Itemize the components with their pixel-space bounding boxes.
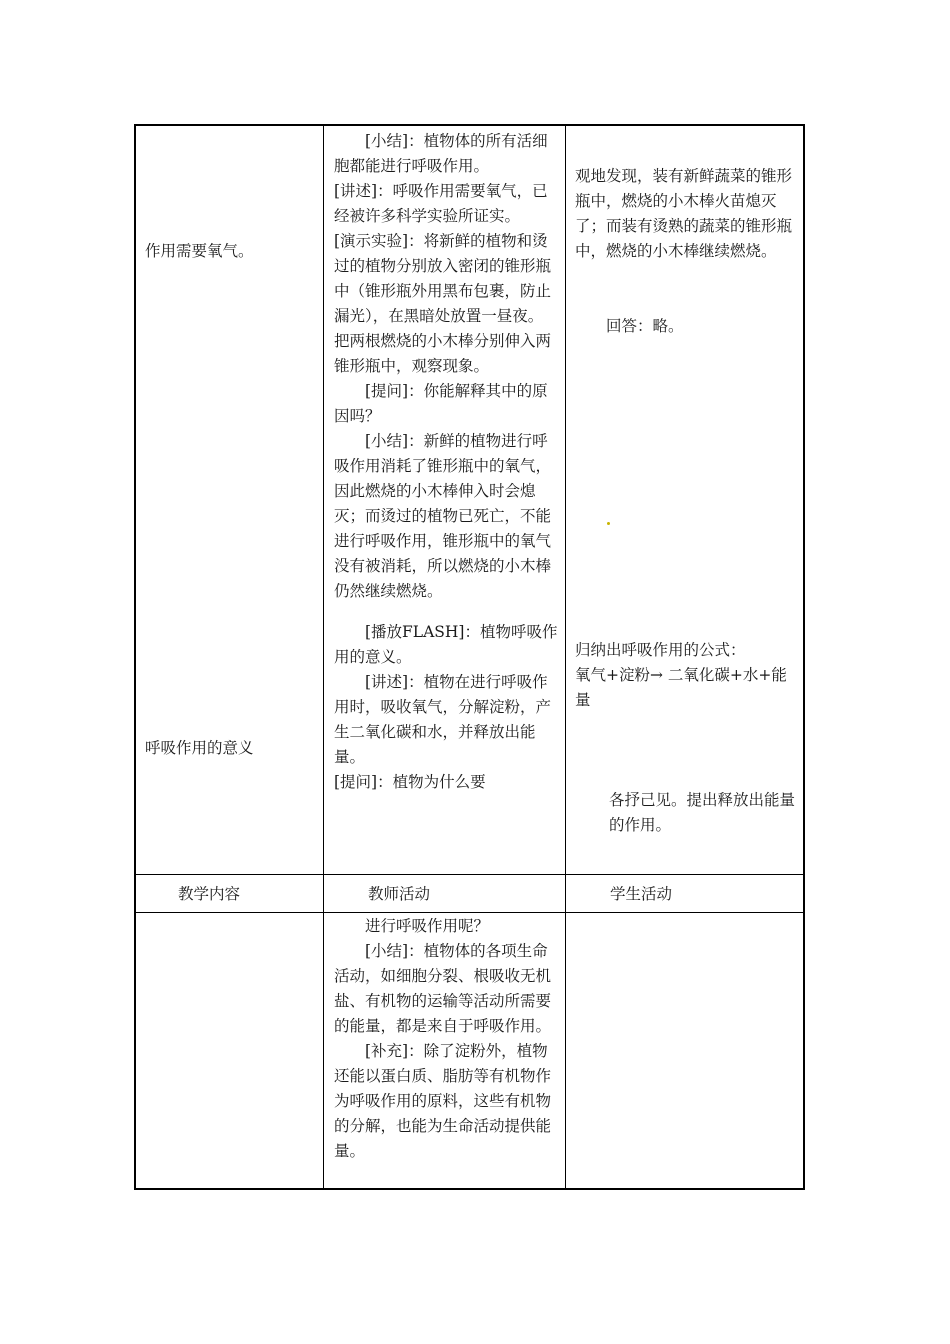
teacher-demo-experiment: [演示实验]：将新鲜的植物和烫过的植物分别放入密闭的锥形瓶中（锥形瓶外用黑布包裹，防止漏光），在黑暗处放置一昼夜。把两根燃烧的小木棒分别伸入两锥形瓶中，观察现象。 bbox=[334, 232, 552, 375]
header-teaching-content: 教学内容 bbox=[178, 885, 241, 903]
teacher-summary-3: [小结]：植物体的各项生命活动，如细胞分裂、根吸收无机盐、有机物的运输等活动所需要的能量，都是来自于呼吸作用。 bbox=[334, 942, 552, 1035]
student-observation: 观地发现，装有新鲜蔬菜的锥形瓶中，燃烧的小木棒火苗熄灭了；而装有烫熟的蔬菜的锥形瓶中，燃烧的小木棒继续燃烧。 bbox=[575, 167, 793, 260]
student-answer: 回答：略。 bbox=[606, 317, 684, 335]
header-teacher-activity: 教师活动 bbox=[368, 885, 431, 903]
content-topic-oxygen: 作用需要氧气。 bbox=[145, 242, 254, 260]
student-formula-title: 归纳出呼吸作用的公式： bbox=[575, 641, 746, 659]
header-student-activity: 学生活动 bbox=[610, 885, 673, 903]
teacher-activity-row1 bbox=[334, 129, 558, 795]
scan-speck bbox=[607, 522, 610, 525]
teacher-question-cont: 进行呼吸作用呢？ bbox=[365, 917, 490, 935]
column-divider-1 bbox=[323, 124, 324, 1190]
row-divider-bottom bbox=[134, 912, 805, 913]
teacher-supplement: [补充]：除了淀粉外，植物还能以蛋白质、脂肪等有机物作为呼吸作用的原料，这些有机物的分解，也能为生命活动提供能量。 bbox=[334, 1042, 552, 1160]
teacher-question-1: [提问]：你能解释其中的原因吗？ bbox=[334, 382, 548, 425]
content-topic-significance: 呼吸作用的意义 bbox=[145, 739, 254, 757]
teacher-flash: [播放FLASH]：植物呼吸作用的意义。 bbox=[334, 623, 558, 666]
column-divider-2 bbox=[565, 124, 566, 1190]
teacher-explain-2: [讲述]：植物在进行呼吸作用时，吸收氧气，分解淀粉，产生二氧化碳和水，并释放出能量。 bbox=[334, 673, 552, 766]
teacher-activity-row2 bbox=[334, 914, 558, 1164]
teacher-summary-1: [小结]：植物体的所有活细胞都能进行呼吸作用。 bbox=[334, 132, 548, 175]
teacher-explain-1: [讲述]：呼吸作用需要氧气，已经被许多科学实验所证实。 bbox=[334, 182, 548, 225]
teacher-question-2: [提问]：植物为什么要 bbox=[334, 773, 486, 791]
student-formula: 氧气+淀粉→ 二氧化碳+水+能量 bbox=[575, 666, 787, 709]
student-discussion: 各抒己见。提出释放出能量的作用。 bbox=[609, 791, 796, 834]
row-divider-top bbox=[134, 874, 805, 875]
teacher-summary-2: [小结]：新鲜的植物进行呼吸作用消耗了锥形瓶中的氧气，因此燃烧的小木棒伸入时会熄灭；而烫过的植物已死亡，不能进行呼吸作用，锥形瓶中的氧气没有被消耗，所以燃烧的小木棒仍然继续燃烧。 bbox=[334, 432, 552, 600]
